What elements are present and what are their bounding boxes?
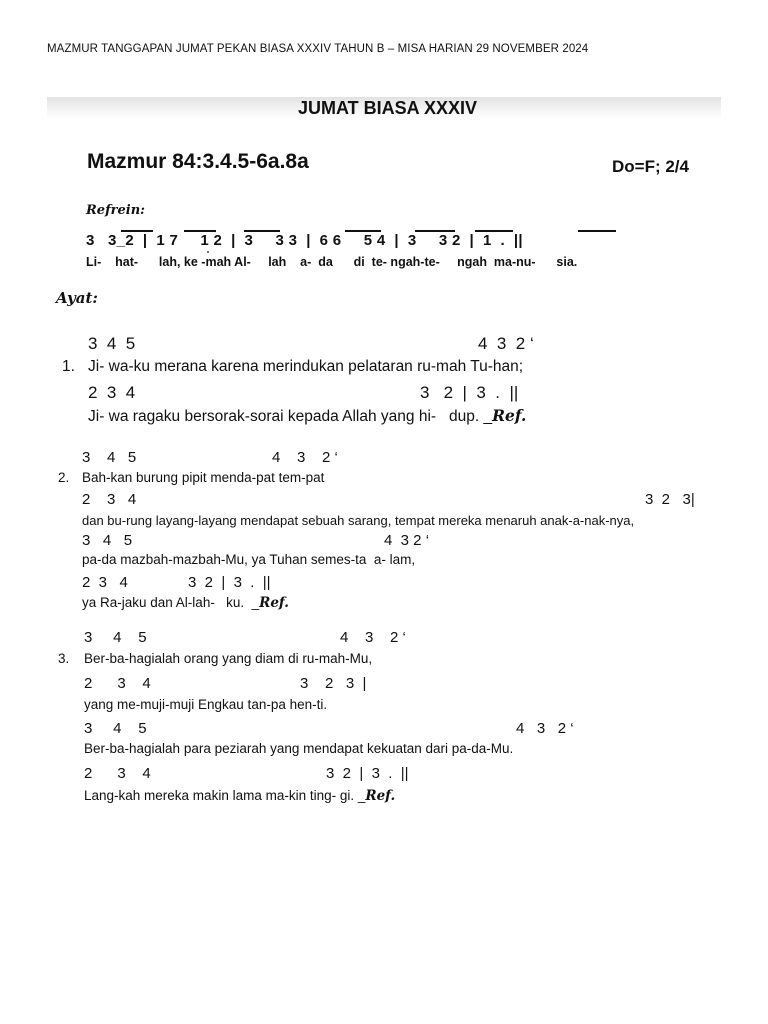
verse2-line4-lyrics: ya Ra-jaku dan Al-lah- ku. _Ref. — [82, 595, 289, 611]
verse2-line3-text: pa-da mazbah-mazbah-Mu, ya Tuhan semes-ta a- lam, — [82, 552, 416, 567]
verse3-line3-notes: 3 4 5 — [84, 720, 147, 737]
verse2-line1-notes: 3 4 5 — [82, 449, 137, 466]
verse2-line1-text: Bah-kan burung pipit menda-pat tem-pat — [82, 470, 325, 485]
ref-mark: Ref. — [365, 788, 396, 804]
verse2-line3-notes-end: 4 3 2 ‘ — [384, 532, 430, 549]
verse1-line1-text: Ji- wa-ku merana karena merindukan pelataran ru-mah Tu-han; — [88, 358, 524, 375]
verse1-line1-notes: 3 4 5 — [88, 334, 136, 353]
verse1-line2-notes-end: 3 2 | 3 . || — [420, 383, 519, 402]
verse2-line2-text: dan bu-rung layang-layang mendapat sebuah sarang, tempat mereka menaruh anak-a-nak-nya, — [82, 513, 635, 528]
verse3-line4-notes-end: 3 2 | 3 . || — [326, 765, 409, 782]
low-octave-dot — [207, 251, 209, 253]
ayat-label: Ayat: — [56, 289, 98, 307]
verse2-line2-notes: 2 3 4 — [82, 491, 137, 508]
document-header: MAZMUR TANGGAPAN JUMAT PEKAN BIASA XXXIV TAHUN B – MISA HARIAN 29 NOVEMBER 2024 — [47, 43, 589, 55]
psalm-reference: Mazmur 84:3.4.5-6a.8a — [87, 150, 309, 173]
beam-mark — [244, 230, 280, 232]
verse3-line2-notes: 2 3 4 — [84, 675, 151, 692]
refrain-lyrics: Li- hat- lah, ke -mah Al- lah a- da di te- ngah-te- ngah ma-nu- sia. — [86, 255, 578, 269]
beam-mark — [345, 230, 381, 232]
verse3-line3-text: Ber-ba-hagialah para peziarah yang mendapat kekuatan dari pa-da-Mu. — [84, 741, 514, 756]
sheet-title: JUMAT BIASA XXXIV — [298, 98, 478, 118]
beam-mark — [184, 230, 216, 232]
verse2-line1-notes-end: 4 3 2 ‘ — [272, 449, 338, 466]
verse3-number: 3. — [58, 651, 70, 666]
verse3-line1-text: Ber-ba-hagialah orang yang diam di ru-mah-Mu, — [84, 651, 373, 666]
beam-mark — [121, 230, 153, 232]
verse3-line1-notes-end: 4 3 2 ‘ — [340, 629, 406, 646]
verse3-line2-text: yang me-muji-muji Engkau tan-pa hen-ti. — [84, 697, 328, 712]
verse1-line1-notes-end: 4 3 2 ‘ — [478, 334, 534, 353]
ref-mark: Ref. — [259, 595, 289, 611]
refrain-notes: 3 3_2 | 1 7 1 2 | 3 3 3 | 6 6 5 4 | 3 3 2 | 1 . || — [86, 232, 523, 249]
key-signature: Do=F; 2/4 — [612, 157, 689, 176]
verse2-line3-notes: 3 4 5 — [82, 532, 133, 549]
ref-mark: Ref. — [492, 406, 527, 425]
refrein-label: Refrein: — [86, 203, 145, 218]
beam-mark — [415, 230, 455, 232]
beam-mark — [475, 230, 513, 232]
verse2-number: 2. — [58, 470, 70, 485]
verse2-line4-notes: 2 3 4 — [82, 574, 128, 591]
verse3-line1-notes: 3 4 5 — [84, 629, 147, 646]
verse3-line2-notes-end: 3 2 3 | — [300, 675, 367, 692]
verse1-line2-lyrics: Ji- wa ragaku bersorak-sorai kepada Allah yang hi- dup. _Ref. — [88, 406, 527, 425]
verse3-line3-notes-end: 4 3 2 ‘ — [516, 720, 574, 737]
verse2-line2-notes-end: 3 2 3| — [645, 491, 695, 508]
verse3-line4-lyrics: Lang-kah mereka makin lama ma-kin ting- gi. _Ref. — [84, 788, 396, 804]
verse2-line4-notes-end: 3 2 | 3 . || — [188, 574, 271, 591]
verse3-line4-notes: 2 3 4 — [84, 765, 151, 782]
verse1-number: 1. — [62, 358, 75, 375]
verse1-line2-notes: 2 3 4 — [88, 383, 136, 402]
beam-mark — [578, 230, 616, 232]
